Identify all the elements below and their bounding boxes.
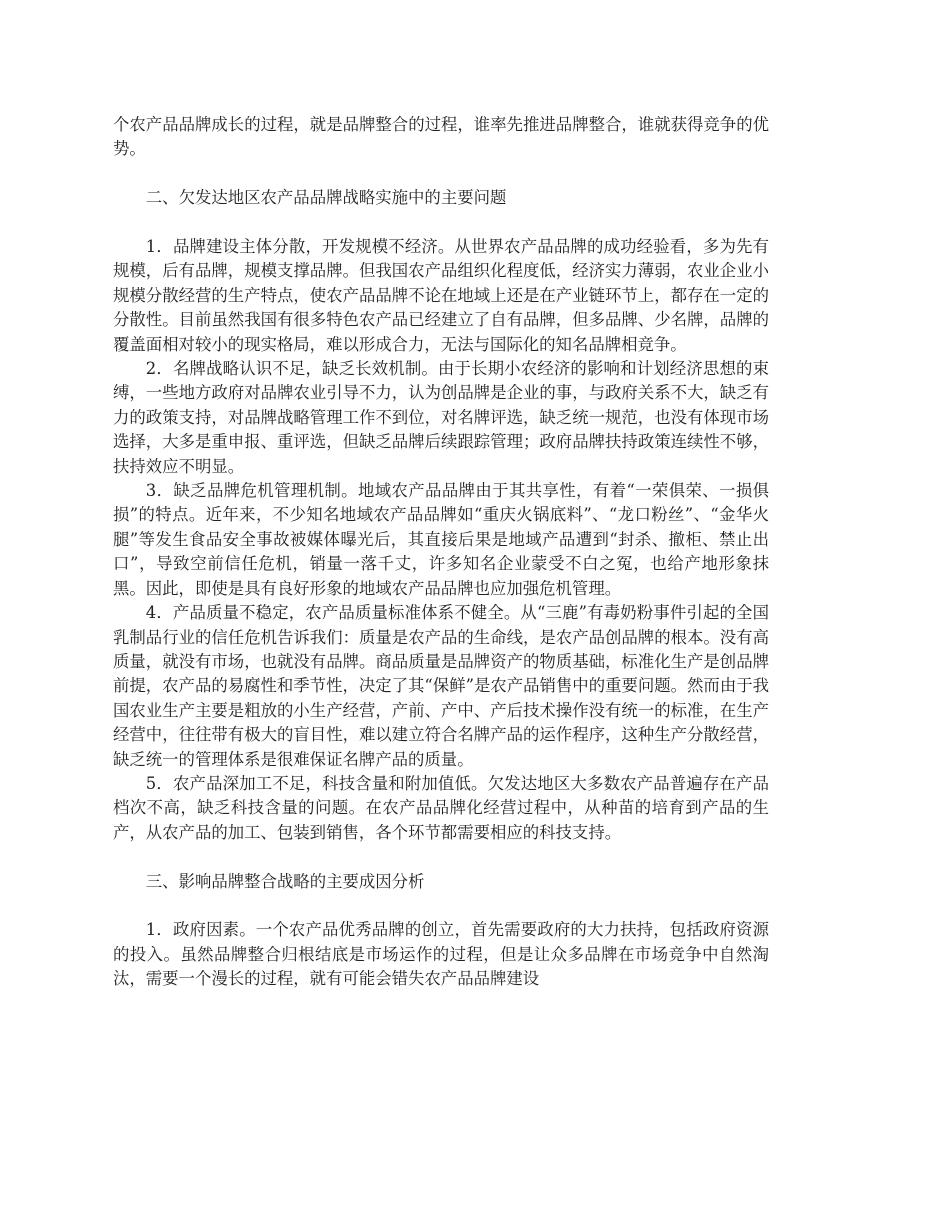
continuation-paragraph: 个农产品品牌成长的过程，就是品牌整合的过程，谁率先推进品牌整合，谁就获得竞争的优势。 (113, 115, 769, 159)
paragraph-deep-processing: 5．农产品深加工不足，科技含量和附加值低。欠发达地区大多数农产品普遍存在产品档次不高，缺乏科技含量的问题。在农产品品牌化经营过程中，从种苗的培育到产品的生产，从农产品的加工、包装到销售，各个环节都需要相应的科技支持。 (113, 773, 769, 842)
paragraph-strategy-awareness: 2．名牌战略认识不足，缺乏长效机制。由于长期小农经济的影响和计划经济思想的束缚，一些地方政府对品牌农业引导不力，认为创品牌是企业的事，与政府关系不大，缺乏有力的政策支持，对品牌战略管理工作不到位，对名牌评选，缺乏统一规范，也没有体现市场选择，大多是重申报、重评选，但缺乏品牌后续跟踪管理；政府品牌扶持政策连续性不够，扶持效应不明显。 (113, 359, 769, 476)
paragraph-government-factor: 1．政府因素。一个农产品优秀品牌的创立，首先需要政府的大力扶持，包括政府资源的投入。虽然品牌整合归根结底是市场运作的过程，但是让众多品牌在市场竞争中自然淘汰，需要一个漫长的过程，就有可能会错失农产品品牌建设 (113, 920, 769, 989)
paragraph-brand-dispersion: 1．品牌建设主体分散，开发规模不经济。从世界农产品品牌的成功经验看，多为先有规模，后有品牌，规模支撑品牌。但我国农产品组织化程度低，经济实力薄弱，农业企业小规模分散经营的生产特点，使农产品品牌不论在地域上还是在产业链环节上，都存在一定的分散性。目前虽然我国有很多特色农产品已经建立了自有品牌，但多品牌、少名牌，品牌的覆盖面相对较小的现实格局，难以形成合力，无法与国际化的知名品牌相竞争。 (113, 237, 769, 354)
paragraph-quality-standards: 4．产品质量不稳定，农产品质量标准体系不健全。从“三鹿”有毒奶粉事件引起的全国乳制品行业的信任危机告诉我们：质量是农产品的生命线，是农产品创品牌的根本。没有高质量，就没有市场，也就没有品牌。商品质量是品牌资产的物质基础，标准化生产是创品牌前提，农产品的易腐性和季节性，决定了其“保鲜”是农产品销售中的重要问题。然而由于我国农业生产主要是粗放的小生产经营，产前、产中、产后技术操作没有统一的标准，在生产经营中，往往带有极大的盲目性，难以建立符合名牌产品的运作程序，这种生产分散经营，缺乏统一的管理体系是很难保证名牌产品的质量。 (113, 603, 769, 769)
document-body (113, 113, 769, 992)
section-heading-problems: 二、欠发达地区农产品品牌战略实施中的主要问题 (145, 188, 507, 208)
section-heading-causes: 三、影响品牌整合战略的主要成因分析 (145, 871, 425, 891)
paragraph-crisis-management: 3．缺乏品牌危机管理机制。地域农产品品牌由于其共享性，有着“一荣俱荣、一损俱损”的特点。近年来，不少知名地域农产品品牌如“重庆火锅底料”、“龙口粉丝”、“金华火腿”等发生食品安全事故被媒体曝光后，其直接后果是地域产品遭到“封杀、撤柜、禁止出口”，导致空前信任危机，销量一落千丈，许多知名企业蒙受不白之冤，也给产地形象抹黑。因此，即使是具有良好形象的地域农产品品牌也应加强危机管理。 (113, 481, 769, 598)
